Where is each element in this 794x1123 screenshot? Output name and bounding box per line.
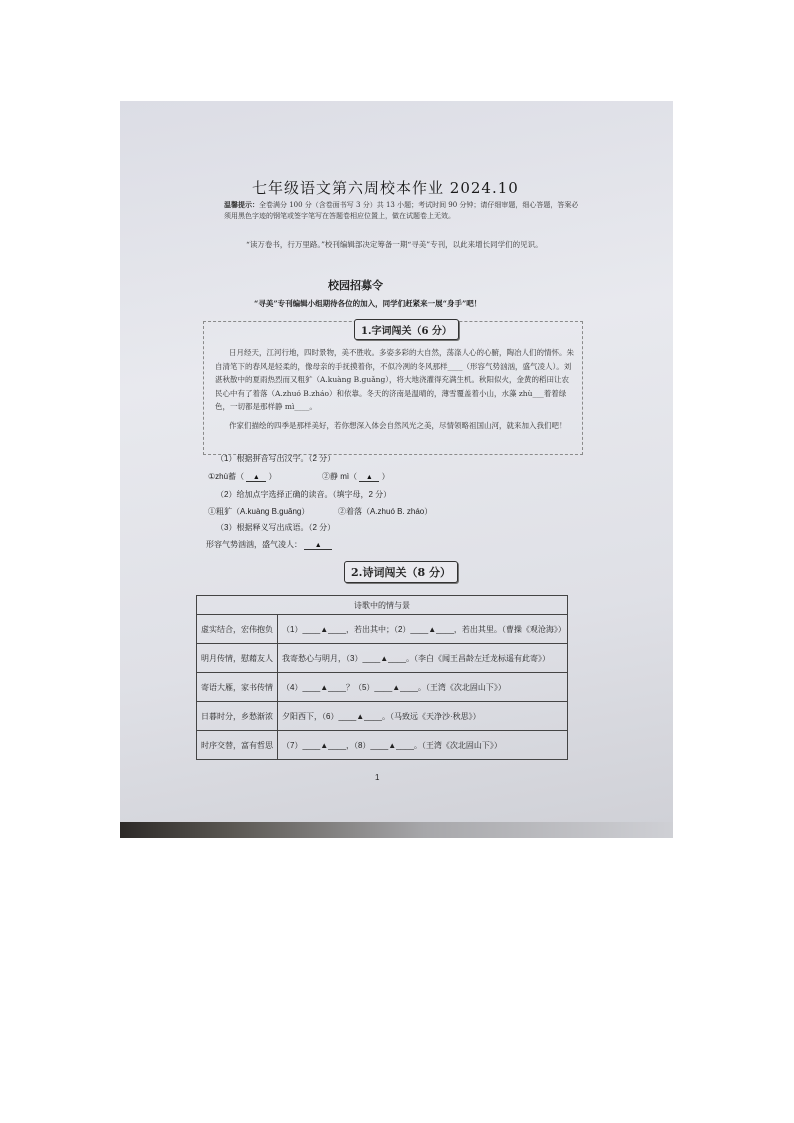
exam-tip (224, 199, 579, 222)
table-row (197, 702, 568, 731)
row-content[interactable]: （4）____▲____？（5）____▲____。（王湾《次北固山下》） (278, 673, 568, 702)
tip-text: 全卷满分 100 分（含卷面书写 3 分）共 13 小题；考试时间 90 分钟；请仔细审题，细心答题，答案必须用黑色字迹的钢笔或签字笔写在答题卷相应位置上，做在试题卷上无效。 (224, 201, 579, 220)
row-theme: 时序交替，富有哲思 (197, 731, 278, 760)
row-content[interactable]: （7）____▲____，（8）____▲____。（王湾《次北固山下》） (278, 731, 568, 760)
tip-label: 温馨提示： (224, 200, 259, 209)
row-content[interactable]: 我寄愁心与明月，（3）____▲____。（李白《闻王昌龄左迁龙标遥有此寄》） (278, 644, 568, 673)
table-row (197, 644, 568, 673)
table-row (197, 673, 568, 702)
row-theme: 日暮时分，乡愁渐浓 (197, 702, 278, 731)
section1-passage-closing: 作家们描绘的四季是那样美好，若你想深入体会自然风光之美，尽情领略祖国山河，就来加入我们吧！ (229, 421, 567, 430)
question-3: （3）根据释义写出成语。（2 分） (216, 523, 336, 532)
question-1: （1）根据拼音写出汉字。（2 分） (216, 454, 336, 463)
section2-title: 2.诗词闯关（8 分） (344, 561, 458, 583)
row-theme: 寄语大雁，家书传情 (197, 673, 278, 702)
section1-title: 1.字词闯关（6 分） (354, 319, 459, 340)
row-content[interactable]: 夕阳西下，（6）____▲____。（马致远《天净沙·秋思》） (278, 702, 568, 731)
answer-blank[interactable] (304, 540, 332, 550)
answer-mark-icon: ▲ (252, 474, 260, 481)
question-2-b: ②着落（A.zhuó B. zháo） (338, 507, 433, 516)
q3-a-label: 形容气势汹汹，盛气凌人： (206, 540, 302, 549)
question-1-b (322, 471, 390, 482)
row-theme: 明月传情，慰藉友人 (197, 644, 278, 673)
answer-blank[interactable] (246, 472, 266, 482)
photo-shadow (120, 822, 673, 838)
poem-table (196, 595, 568, 760)
page-number: 1 (375, 773, 380, 782)
photo-of-exam-paper (120, 101, 673, 838)
table-row (197, 731, 568, 760)
question-2-a: ①粗犷（A.kuàng B.guǎng） (208, 507, 310, 516)
question-3-a (206, 539, 332, 550)
recruit-text: “寻美”专刊编辑小组期待各位的加入，同学们赶紧来一展“身手”吧！ (254, 299, 482, 308)
question-2: （2）给加点字选择正确的读音。（填字母，2 分） (216, 490, 392, 499)
page-title: 七年级语文第六周校本作业 2024.10 (252, 179, 519, 197)
question-1-a (208, 471, 277, 482)
table-row (197, 615, 568, 644)
q1-b-label: ②静 mì（ (322, 472, 358, 481)
answer-blank[interactable] (359, 472, 379, 482)
row-content[interactable]: （1）____▲____，若出其中；（2）____▲____，若出其里。（曹操《观沧海》） (278, 615, 568, 644)
intro-paragraph: “读万卷书，行万里路。”校刊编辑部决定筹备一期“寻美”专刊，以此来增长同学们的见识。 (246, 240, 543, 249)
answer-mark-icon: ▲ (365, 474, 373, 481)
poem-table-header: 诗歌中的情与景 (197, 596, 568, 615)
answer-mark-icon: ▲ (314, 542, 322, 549)
close-paren: ） (381, 472, 390, 481)
section1-passage: 日月经天，江河行地，四时景物，美不胜收。多姿多彩的大自然，荡涤人心的心腑，陶冶人们的情怀。朱自清笔下的春风是轻柔的，像母亲的手抚摸着你，不似冷冽的冬风那样____（形容气势汹汹，盛气凌人）。刘湛秋散中的夏雨热烈而又粗犷（A.kuàng B.guǎng），将大地浇灌得充满生机。秋阳似火，金黄的稻田让农民心中有了着落（A.zhuó B.zháo）和依靠。冬天的济南是温晴的，薄雪覆盖着小山，水藻 zhù___着着绿色，一切都是那样静 mì____。 (215, 348, 574, 411)
close-paren: ） (268, 472, 277, 481)
q1-a-label: ①zhù蓄（ (208, 472, 245, 481)
recruit-heading: 校园招募令 (328, 279, 383, 292)
row-theme: 虚实结合，宏伟抱负 (197, 615, 278, 644)
